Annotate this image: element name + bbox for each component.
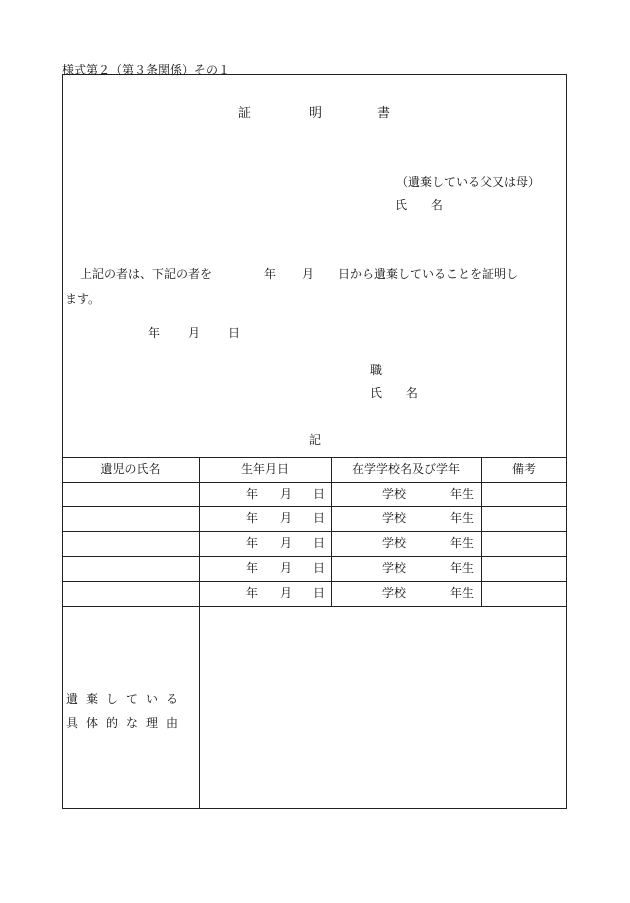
cell-grade: 年生 <box>449 561 474 575</box>
cell-child-name[interactable] <box>62 482 199 506</box>
title-char-1: 証 <box>238 106 252 121</box>
cell-birth-year: 年 <box>245 487 258 501</box>
cell-notes[interactable] <box>481 581 567 605</box>
cell-birth-day: 日 <box>312 511 325 525</box>
cell-birth-day: 日 <box>312 536 325 550</box>
cert-date-day: 日 <box>228 326 241 340</box>
cell-school: 学校 <box>381 487 406 501</box>
statement-line-2: ます。 <box>65 292 101 306</box>
cell-child-name[interactable] <box>62 581 199 605</box>
cell-grade: 年生 <box>449 586 474 600</box>
cell-birth-month: 月 <box>279 586 292 600</box>
cell-notes[interactable] <box>481 531 567 555</box>
cell-child-name[interactable] <box>62 556 199 580</box>
statement-line-1 <box>80 265 518 282</box>
cell-birth-day: 日 <box>312 561 325 575</box>
cell-school: 学校 <box>381 561 406 575</box>
certifier-post-label: 職 <box>370 363 383 377</box>
parent-name-label: 氏 名 <box>395 198 453 212</box>
reason-label-line-1: 遺棄している <box>66 692 187 706</box>
cell-birth-year: 年 <box>245 536 258 550</box>
cell-birth-month: 月 <box>279 561 292 575</box>
parent-role-label: （遺棄している父又は母） <box>396 175 541 189</box>
reason-field[interactable] <box>200 607 566 809</box>
cell-birth-day: 日 <box>312 586 325 600</box>
cell-grade: 年生 <box>449 536 474 550</box>
cell-child-name[interactable] <box>62 506 199 530</box>
cell-notes[interactable] <box>481 556 567 580</box>
statement-lead: 上記の者は、下記の者を <box>80 267 213 281</box>
cell-child-name[interactable] <box>62 531 199 555</box>
cert-date-month: 月 <box>188 326 201 340</box>
header-school: 在学学校名及び学年 <box>351 462 460 476</box>
cell-notes[interactable] <box>481 482 567 506</box>
cell-birth-day: 日 <box>312 487 325 501</box>
cell-birth-month: 月 <box>279 511 292 525</box>
cell-birth-month: 月 <box>279 536 292 550</box>
ki-label: 記 <box>309 433 322 447</box>
title-char-3: 書 <box>377 106 391 121</box>
certificate-date <box>148 324 240 341</box>
cell-grade: 年生 <box>449 511 474 525</box>
form-number-label: 様式第２（第３条関係）その１ <box>62 63 231 77</box>
cell-grade: 年生 <box>449 487 474 501</box>
reason-label <box>66 687 196 735</box>
header-birthdate: 生年月日 <box>240 462 289 476</box>
cell-notes[interactable] <box>481 506 567 530</box>
cell-birth-year: 年 <box>245 561 258 575</box>
cell-birth-year: 年 <box>245 586 258 600</box>
reason-label-line-2: 具体的な理由 <box>66 716 187 730</box>
cell-school: 学校 <box>381 586 406 600</box>
certifier-name-label: 氏 名 <box>370 386 428 400</box>
cert-date-year: 年 <box>148 326 161 340</box>
cell-birth-year: 年 <box>245 511 258 525</box>
header-notes: 備考 <box>511 462 536 476</box>
cell-birth-month: 月 <box>279 487 292 501</box>
statement-rest: 日から遺棄していることを証明し <box>338 267 519 281</box>
title-char-2: 明 <box>309 106 323 121</box>
cell-school: 学校 <box>381 536 406 550</box>
statement-year: 年 <box>264 267 277 281</box>
statement-month: 月 <box>302 267 315 281</box>
cell-school: 学校 <box>381 511 406 525</box>
header-child-name: 遺児の氏名 <box>100 462 161 476</box>
